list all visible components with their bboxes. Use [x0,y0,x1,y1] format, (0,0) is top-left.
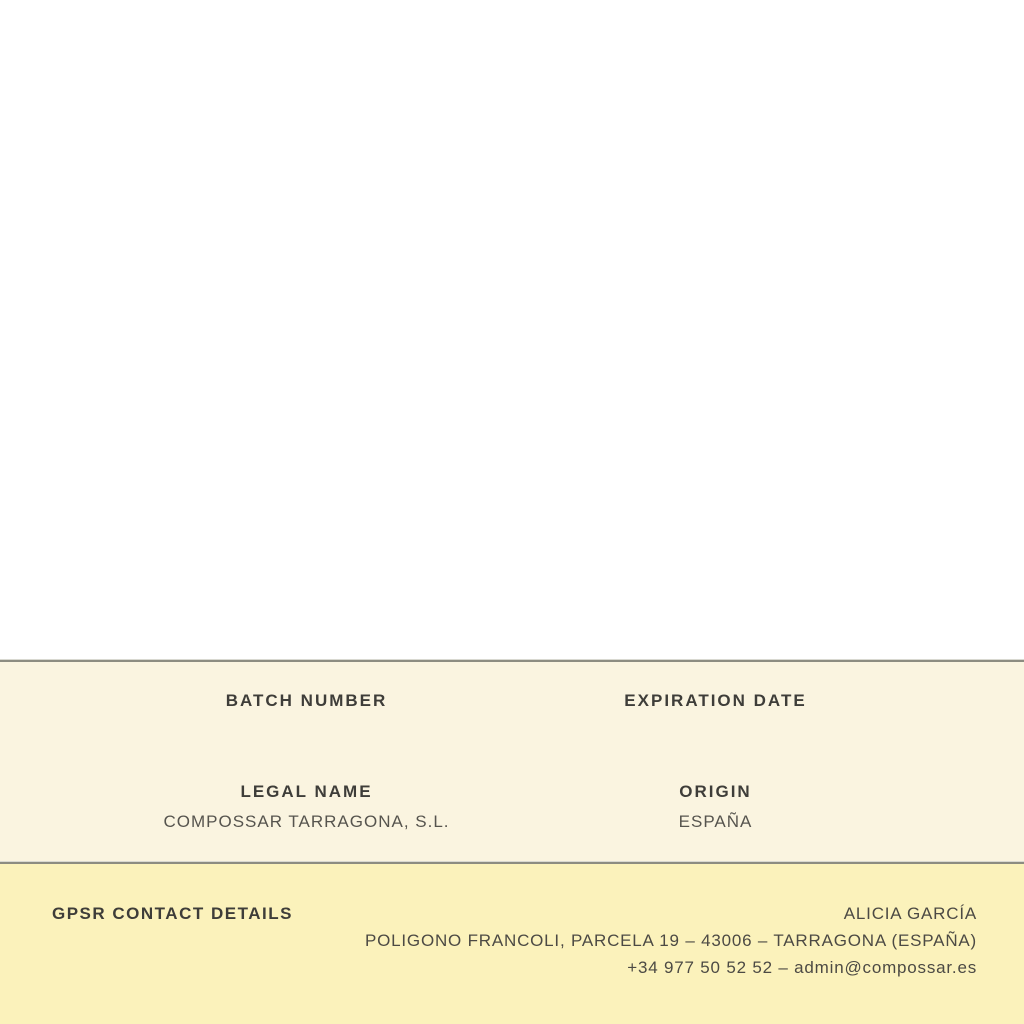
legal-name-label: LEGAL NAME [240,782,373,801]
info-row-batch-expiration [102,690,920,741]
expiration-date-field [511,690,920,741]
expiration-date-value [511,720,920,741]
gpsr-contact-section [0,864,1024,1024]
gpsr-contact-phone-email: +34 977 50 52 52 – admin@compossar.es [627,958,977,977]
product-info-section [0,662,1024,861]
legal-name-value: COMPOSSAR TARRAGONA, S.L. [163,812,450,831]
batch-number-field [102,690,511,741]
gpsr-contact-block [365,900,977,981]
gpsr-contact-name: ALICIA GARCÍA [843,904,977,923]
batch-number-value [102,720,511,741]
expiration-date-label: EXPIRATION DATE [624,691,807,710]
legal-name-field [102,781,511,832]
info-row-legal-origin [102,781,920,832]
gpsr-contact-details-title: GPSR CONTACT DETAILS [52,904,293,923]
origin-value: ESPAÑA [678,812,753,831]
batch-number-label: BATCH NUMBER [225,691,388,710]
origin-field [511,781,920,832]
gpsr-contact-address: POLIGONO FRANCOLI, PARCELA 19 – 43006 – TARRAGONA (ESPAÑA) [364,931,977,950]
origin-label: ORIGIN [679,782,752,801]
